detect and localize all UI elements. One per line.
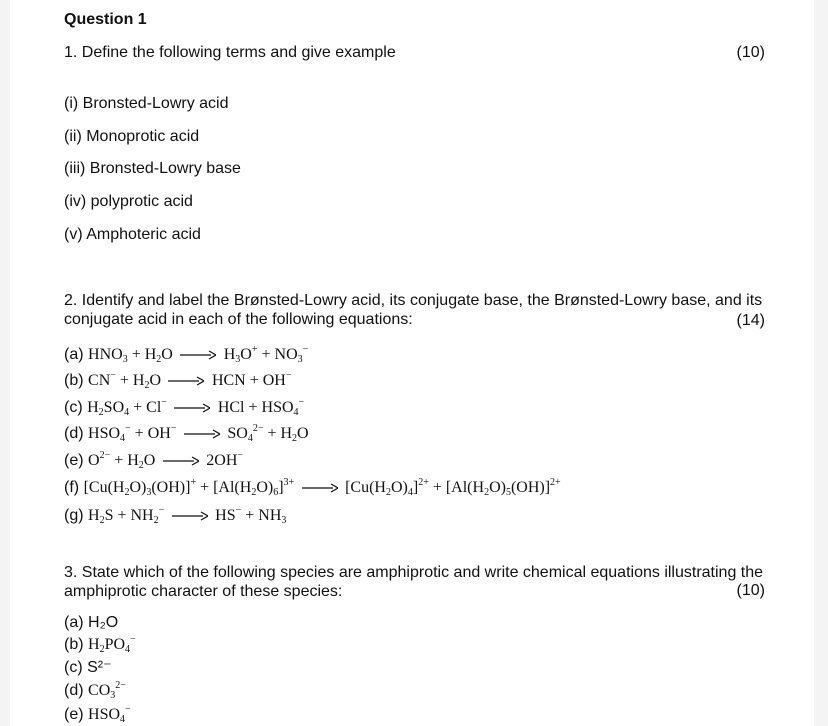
- q3-marks: (10): [736, 582, 765, 599]
- equation-c: (c) $H_2SO_4 + Cl^-$ HCl + $HSO_4^-$: [64, 397, 305, 418]
- equation-label: (a): [64, 346, 84, 363]
- q2-marks: (14): [736, 312, 765, 329]
- equation-f: (f) $[Cu(H_2O)_3(OH)]^+ + [Al(H_2O)_6]^{3+}$ $[Cu(H_2O)_4]^{2+} + [Al(H_2O)_5(OH)]^{2+}$: [64, 477, 561, 498]
- equation-label: (e): [64, 452, 84, 469]
- reaction-arrow-icon: [184, 429, 220, 439]
- species-c: (c) S²⁻: [64, 659, 112, 676]
- q1-marks: (10): [736, 44, 765, 61]
- species-formula: S²⁻: [87, 659, 112, 676]
- q1-item-1: (i) Bronsted-Lowry acid: [64, 95, 229, 112]
- species-a: (a) H₂O: [64, 614, 119, 631]
- q1-item-5: (v) Amphoteric acid: [64, 226, 201, 243]
- equation-d: (d) $HSO_4^- + OH^-$ $SO_4^{2-} + H_2O$: [64, 423, 309, 444]
- reaction-arrow-icon: [174, 403, 210, 413]
- equation-e: (e) $O^{2-} + H_2O$ 2OH−: [64, 450, 244, 471]
- viewer-frame-right: [814, 0, 828, 726]
- species-d: (d) $CO_3^{2-}$: [64, 680, 126, 701]
- species-e: (e) $HSO_4^-$: [64, 704, 131, 725]
- equation-label: (b): [64, 372, 84, 389]
- reaction-arrow-icon: [168, 376, 204, 386]
- equation-g: (g) $H_2S + NH_2^-$ $HS^- + NH_3$: [64, 505, 287, 526]
- equation-label: (g): [64, 507, 84, 524]
- reaction-arrow-icon: [163, 456, 199, 466]
- species-formula: H₂O: [88, 614, 119, 631]
- document-page: [34, 0, 804, 726]
- q1-item-4: (iv) polyprotic acid: [64, 193, 193, 210]
- q1-prompt: 1. Define the following terms and give example: [64, 44, 396, 61]
- q1-item-3: (iii) Bronsted-Lowry base: [64, 160, 241, 177]
- q1-item-2: (ii) Monoprotic acid: [64, 128, 200, 145]
- q2-prompt: 2. Identify and label the Brønsted-Lowry acid, its conjugate base, the Brønsted-Lowry base, and its conjugate acid in each of the following equations:: [64, 292, 763, 328]
- viewer-frame-left: [0, 0, 10, 726]
- equation-label: (c): [64, 399, 83, 416]
- equation-b: (b) $CN^- + H_2O$ HCN + OH−: [64, 370, 292, 391]
- reaction-arrow-icon: [302, 483, 338, 493]
- equation-label: (d): [64, 425, 84, 442]
- reaction-arrow-icon: [180, 350, 216, 360]
- species-b: (b) $H_2PO_4^-$: [64, 634, 136, 655]
- q3-prompt: 3. State which of the following species are amphiprotic and write chemical equations illustrating the amphiprotic character of these species:: [64, 564, 764, 600]
- question-heading: Question 1: [64, 11, 147, 28]
- reaction-arrow-icon: [172, 511, 208, 521]
- equation-a: (a) $HNO_3 + H_2O$ $H_3O^+ + NO_3^-$: [64, 344, 309, 365]
- equation-label: (f): [64, 479, 80, 496]
